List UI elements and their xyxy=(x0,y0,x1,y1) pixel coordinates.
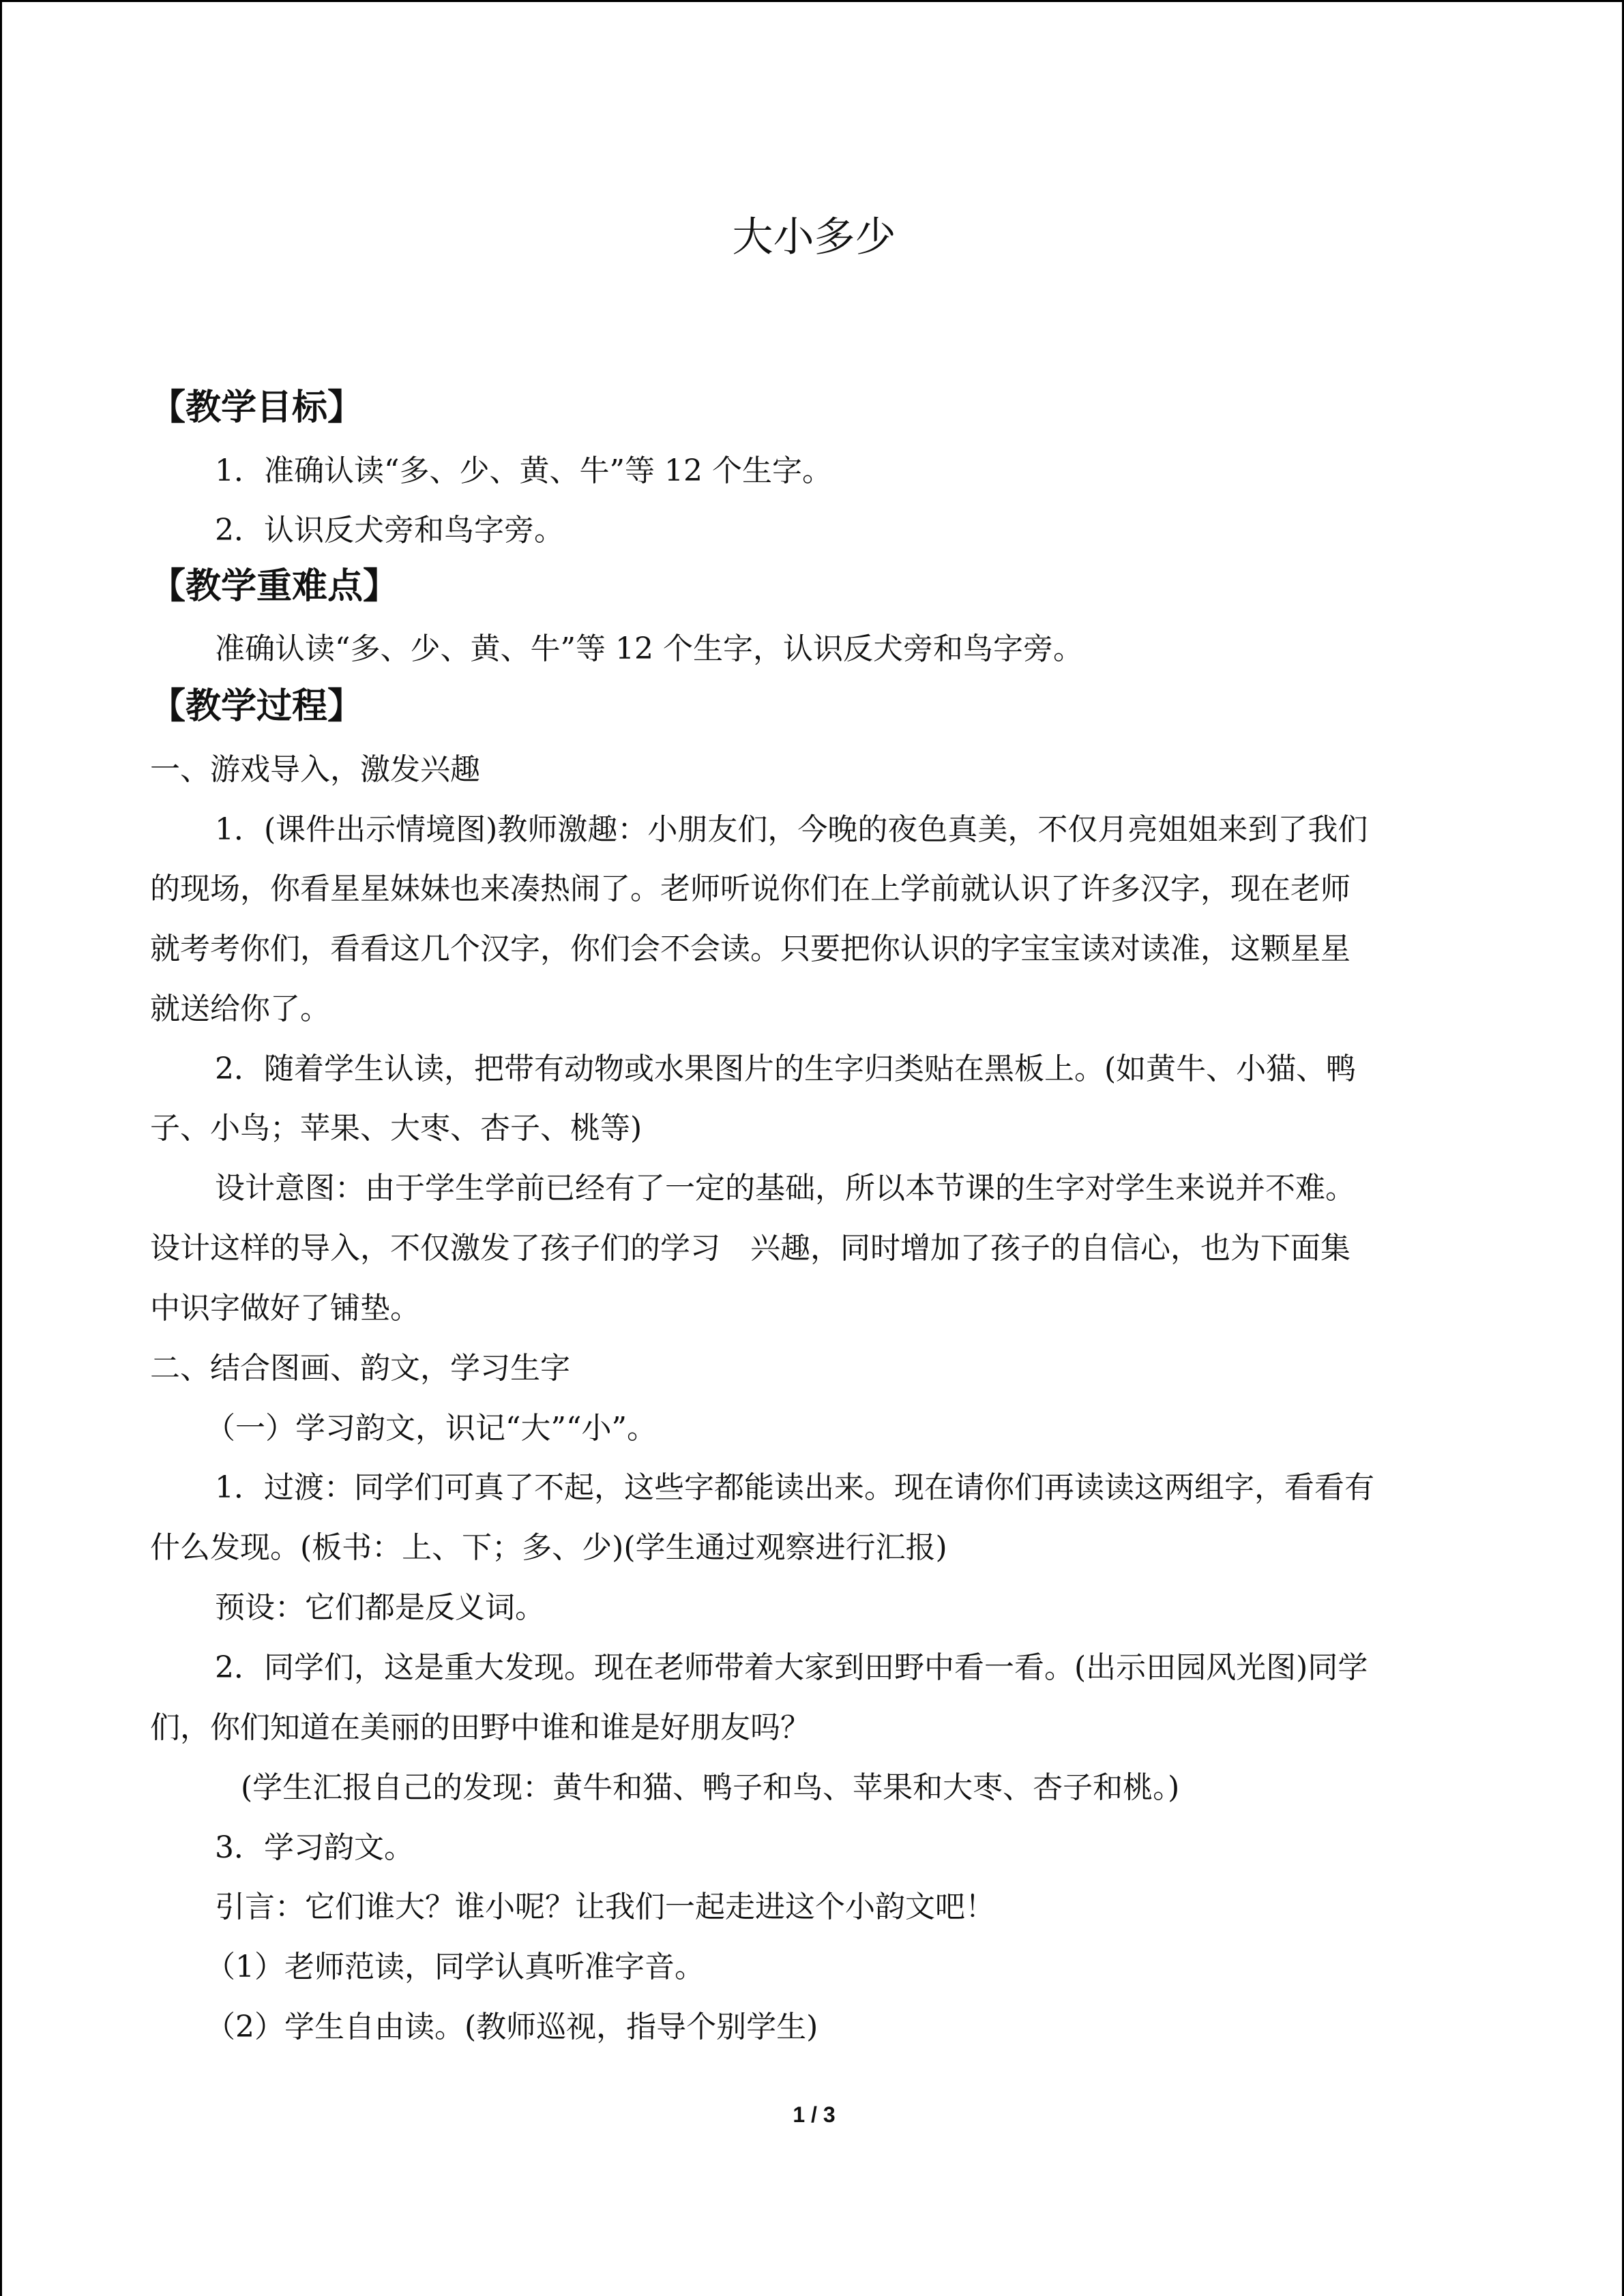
p10-text: （1）老师范读，同学认真听准字音。 xyxy=(205,1950,705,1984)
p2-line-1: 2．随着学生认读，把带有动物或水果图片的生字归类贴在黑板上。(如黄牛、小猫、鸭 xyxy=(215,1052,1357,1086)
page-title: 大小多少 xyxy=(732,213,896,261)
p7-text: (学生汇报自己的发现：黄牛和猫、鸭子和鸟、苹果和大枣、杏子和桃。) xyxy=(241,1770,1180,1805)
p3-line-2: 设计这样的导入，不仅激发了孩子们的学习 兴趣，同时增加了孩子的自信心，也为下面集 xyxy=(150,1231,1350,1266)
p8-text: 3．学习韵文。 xyxy=(215,1830,414,1865)
p3-line-3: 中识字做好了铺垫。 xyxy=(150,1291,420,1326)
p11-text: （2）学生自由读。(教师巡视，指导个别学生) xyxy=(205,2010,818,2044)
p1-line-1: 1．(课件出示情境图)教师激趣：小朋友们，今晚的夜色真美，不仅月亮姐姐来到了我们 xyxy=(215,812,1368,847)
p5-text: 预设：它们都是反义词。 xyxy=(215,1590,545,1625)
p3-line-1: 设计意图：由于学生学前已经有了一定的基础，所以本节课的生字对学生来说并不难。 xyxy=(215,1171,1355,1206)
p1-line-3: 就考考你们，看看这几个汉字，你们会不会读。只要把你认识的字宝宝读对读准，这颗星星 xyxy=(150,931,1350,966)
p2-line-2: 子、小鸟；苹果、大枣、杏子、桃等) xyxy=(150,1111,643,1146)
p4-line-1: 1．过渡：同学们可真了不起，这些字都能读出来。现在请你们再读读这两组字，看看有 xyxy=(215,1470,1374,1505)
process-heading: 【教学过程】 xyxy=(150,686,364,727)
goal-item-1: 1．准确认读“多、少、黄、牛”等 12 个生字。 xyxy=(215,453,832,488)
keypoints-heading: 【教学重难点】 xyxy=(150,566,399,607)
goals-heading: 【教学目标】 xyxy=(150,387,364,428)
p9-text: 引言：它们谁大？谁小呢？让我们一起走进这个小韵文吧！ xyxy=(215,1890,995,1924)
p6-line-2: 们，你们知道在美丽的田野中谁和谁是好朋友吗？ xyxy=(150,1710,810,1745)
p6-line-1: 2．同学们，这是重大发现。现在老师带着大家到田野中看一看。(出示田园风光图)同学 xyxy=(215,1650,1368,1685)
page-number: 1 / 3 xyxy=(793,2102,836,2127)
p1-line-2: 的现场，你看星星妹妹也来凑热闹了。老师听说你们在上学前就认识了许多汉字，现在老师 xyxy=(150,871,1350,906)
p4-line-2: 什么发现。(板书：上、下；多、少)(学生通过观察进行汇报) xyxy=(150,1530,947,1565)
goal-item-2: 2．认识反犬旁和鸟字旁。 xyxy=(215,513,564,548)
p1-line-4: 就送给你了。 xyxy=(150,992,330,1026)
keypoints-text: 准确认读“多、少、黄、牛”等 12 个生字，认识反犬旁和鸟字旁。 xyxy=(215,631,1083,666)
part1-title: 一、游戏导入，激发兴趣 xyxy=(150,752,480,787)
part2-title: 二、结合图画、韵文，学习生字 xyxy=(150,1351,570,1386)
sub1-title: （一）学习韵文，识记“大”“小”。 xyxy=(205,1411,657,1446)
